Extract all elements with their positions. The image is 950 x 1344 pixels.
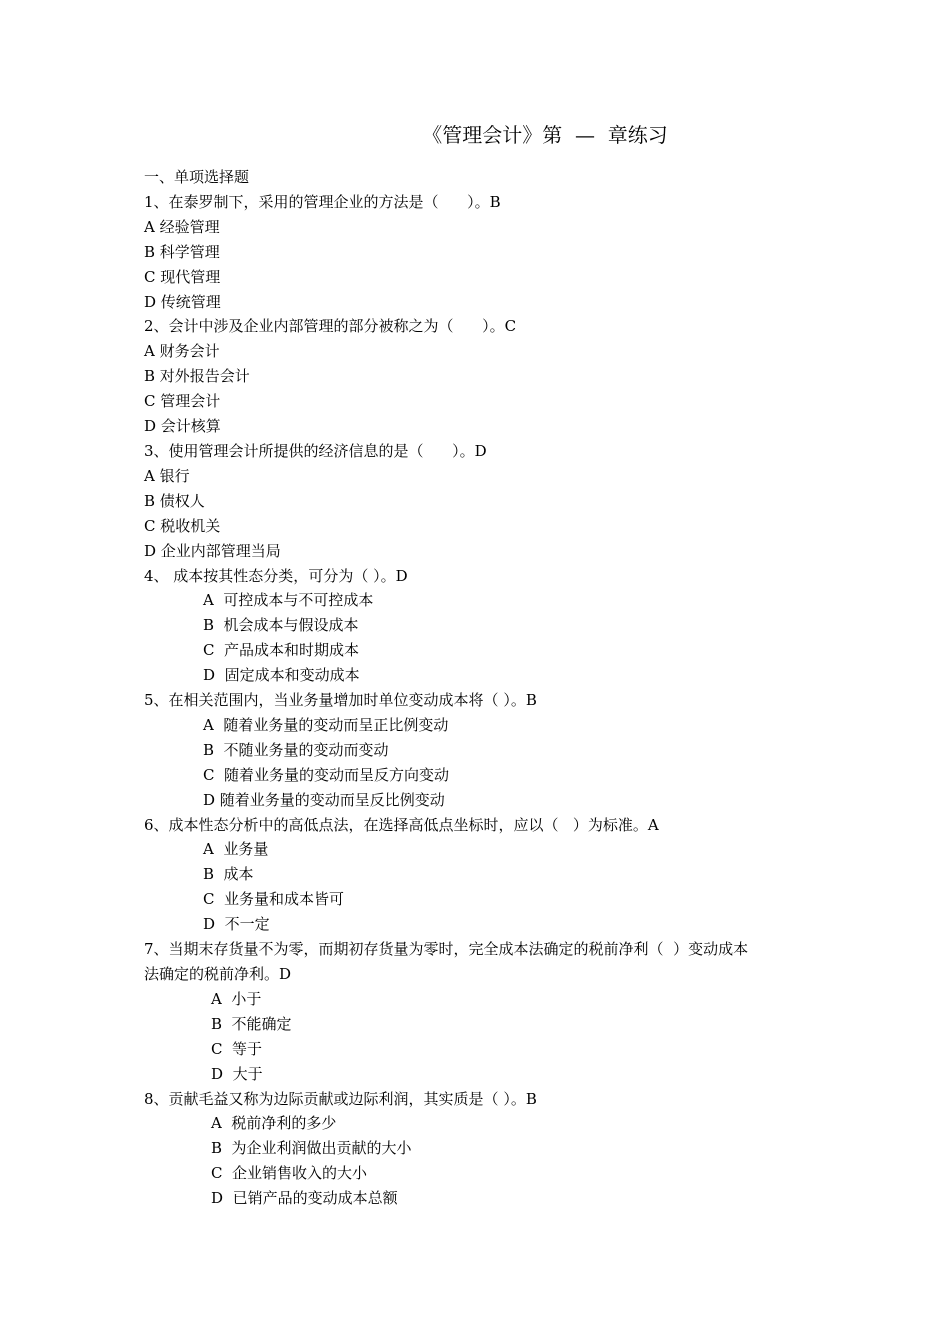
option-d: D 大于 bbox=[211, 1064, 263, 1083]
option-d: D 企业内部管理当局 bbox=[144, 541, 281, 560]
question-stem: 8、贡献毛益又称为边际贡献或边际利润，其实质是（ ）。B bbox=[144, 1089, 537, 1108]
section-heading: 一、单项选择题 bbox=[144, 168, 250, 186]
option-c: C 企业销售收入的大小 bbox=[211, 1164, 368, 1183]
question-2 bbox=[144, 314, 824, 439]
document-body bbox=[144, 165, 824, 1211]
question-stem-continued: 法确定的税前净利。D bbox=[144, 965, 292, 983]
question-7 bbox=[144, 937, 824, 1086]
question-stem: 4、 成本按其性态分类，可分为（ ）。D bbox=[144, 566, 408, 585]
option-c: C 随着业务量的变动而呈反方向变动 bbox=[203, 765, 450, 784]
option-a: A 财务会计 bbox=[144, 342, 220, 361]
document-title: 《管理会计》第 — 章练习 bbox=[422, 123, 668, 147]
option-d: D 随着业务量的变动而呈反比例变动 bbox=[203, 790, 445, 809]
question-6 bbox=[144, 813, 824, 938]
question-stem: 2、会计中涉及企业内部管理的部分被称之为（ ）。C bbox=[144, 317, 517, 336]
option-c: C 现代管理 bbox=[144, 267, 221, 286]
option-a: A 经验管理 bbox=[144, 217, 220, 236]
question-4 bbox=[144, 564, 824, 689]
option-d: D 不一定 bbox=[203, 915, 270, 934]
option-d: D 会计核算 bbox=[144, 417, 221, 436]
option-d: D 已销产品的变动成本总额 bbox=[211, 1189, 398, 1208]
option-d: D 传统管理 bbox=[144, 292, 221, 311]
option-b: B 科学管理 bbox=[144, 242, 220, 261]
option-c: C 管理会计 bbox=[144, 392, 221, 411]
option-b: B 债权人 bbox=[144, 491, 205, 510]
option-b: B 为企业利润做出贡献的大小 bbox=[211, 1139, 412, 1158]
question-3 bbox=[144, 439, 824, 564]
question-1 bbox=[144, 190, 824, 315]
option-a: A 业务量 bbox=[203, 840, 269, 859]
option-a: A 随着业务量的变动而呈正比例变动 bbox=[203, 715, 449, 734]
option-b: B 成本 bbox=[203, 865, 254, 884]
option-c: C 业务量和成本皆可 bbox=[203, 890, 345, 909]
option-c: C 税收机关 bbox=[144, 516, 221, 535]
question-stem: 6、成本性态分析中的高低点法，在选择高低点坐标时，应以（ ）为标准。A bbox=[144, 815, 659, 834]
option-b: B 对外报告会计 bbox=[144, 367, 250, 386]
question-stem: 5、在相关范围内，当业务量增加时单位变动成本将（ ）。B bbox=[144, 691, 537, 710]
option-d: D 固定成本和变动成本 bbox=[203, 666, 360, 685]
question-5 bbox=[144, 688, 824, 813]
question-stem: 7、当期末存货量不为零，而期初存货量为零时，完全成本法确定的税前净利（ ）变动成本 bbox=[144, 940, 749, 959]
option-c: C 等于 bbox=[211, 1039, 263, 1058]
option-b: B 不随业务量的变动而变动 bbox=[203, 740, 389, 759]
option-a: A 小于 bbox=[211, 989, 262, 1008]
question-8 bbox=[144, 1087, 824, 1212]
question-stem: 3、使用管理会计所提供的经济信息的是（ ）。D bbox=[144, 441, 487, 460]
option-c: C 产品成本和时期成本 bbox=[203, 641, 360, 660]
option-a: A 税前净利的多少 bbox=[211, 1114, 337, 1133]
option-a: A 银行 bbox=[144, 466, 190, 485]
option-a: A 可控成本与不可控成本 bbox=[203, 591, 374, 610]
question-stem: 1、在泰罗制下，采用的管理企业的方法是（ ）。B bbox=[144, 192, 501, 211]
option-b: B 不能确定 bbox=[211, 1014, 292, 1033]
option-b: B 机会成本与假设成本 bbox=[203, 616, 359, 635]
